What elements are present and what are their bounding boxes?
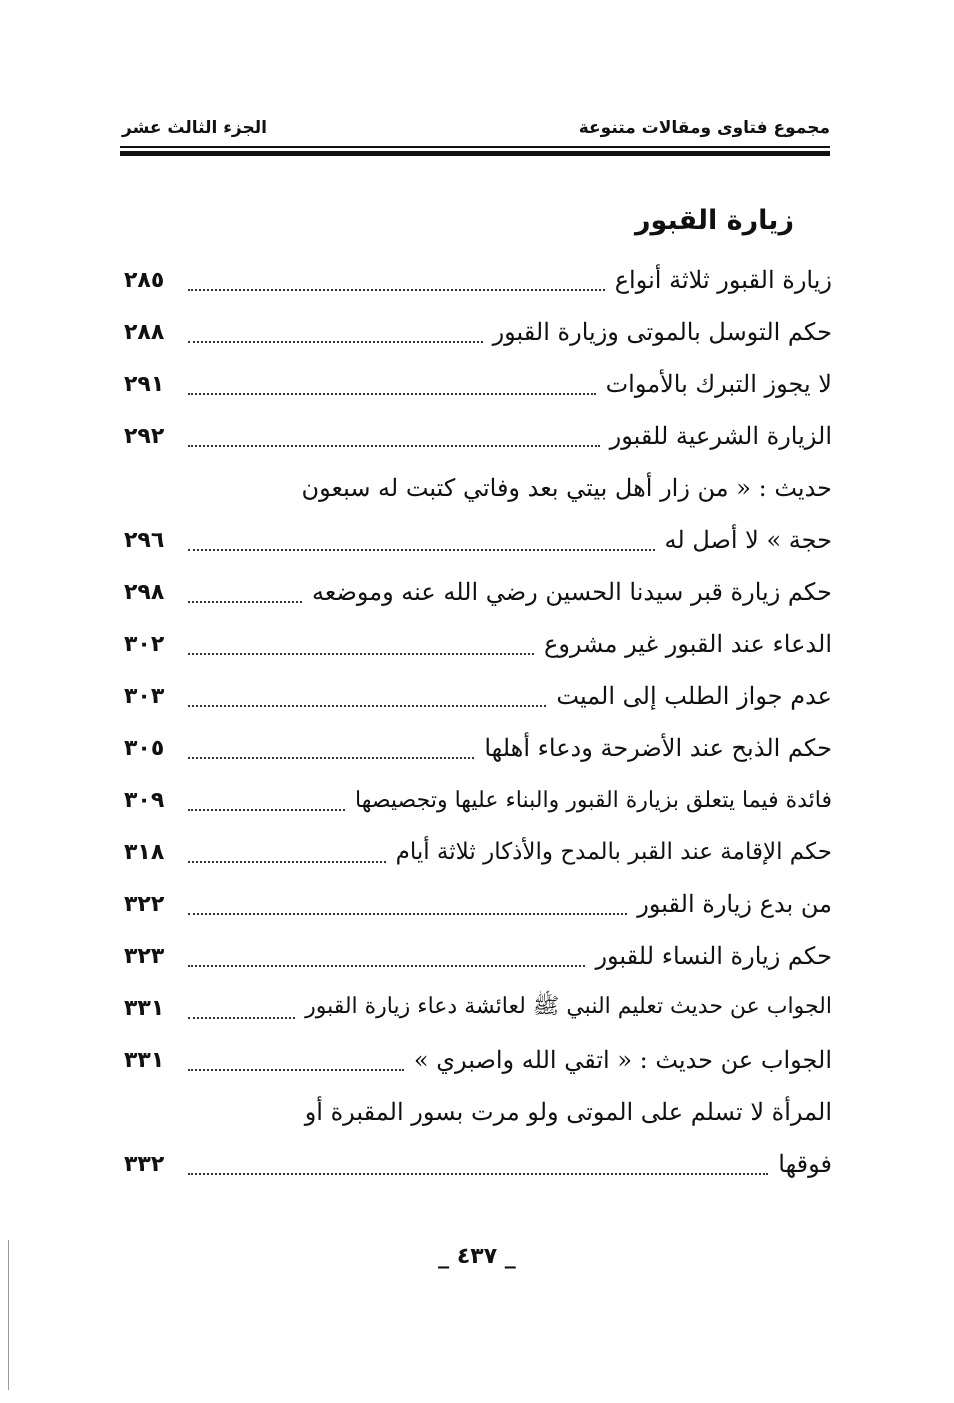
toc-entry-title: الزيارة الشرعية للقبور bbox=[609, 422, 832, 450]
toc-entry-title: زيارة القبور ثلاثة أنواع bbox=[614, 266, 832, 294]
toc-entry bbox=[124, 982, 832, 1034]
toc-entry-page: ٣٠٣ bbox=[124, 683, 165, 709]
header-rule-thick bbox=[120, 151, 830, 156]
toc-entry-page: ٢٨٥ bbox=[124, 267, 165, 293]
leader-dots bbox=[188, 861, 386, 863]
toc-entry bbox=[124, 410, 832, 462]
toc-entry bbox=[124, 566, 832, 618]
header-rule-thin bbox=[120, 146, 830, 148]
toc-entry-page: ٣٠٥ bbox=[124, 735, 165, 761]
toc-entry-title: فائدة فيما يتعلق بزيارة القبور والبناء عليها وتجصيصها bbox=[354, 787, 832, 813]
toc-entry bbox=[124, 878, 832, 930]
toc-entry-page: ٣١٨ bbox=[124, 839, 165, 865]
toc-entry-page: ٢٩١ bbox=[124, 371, 165, 397]
table-of-contents bbox=[124, 254, 832, 1190]
toc-entry bbox=[124, 774, 832, 826]
leader-dots bbox=[188, 965, 585, 967]
toc-entry-page: ٣٢٣ bbox=[124, 943, 165, 969]
toc-entry-title-line2: فوقها bbox=[778, 1150, 832, 1178]
toc-entry-title-line2: حجة » لا أصل له bbox=[664, 526, 832, 554]
toc-entry bbox=[124, 514, 832, 566]
toc-entry-page: ٢٩٢ bbox=[124, 423, 165, 449]
toc-entry bbox=[124, 930, 832, 982]
toc-entry-title: الجواب عن حديث تعليم النبي ﷺ لعائشة دعاء زيارة القبور bbox=[305, 994, 832, 1019]
page-number: _ ٤٣٧ _ bbox=[438, 1244, 516, 1269]
book-title: مجموع فتاوى ومقالات متنوعة bbox=[578, 118, 830, 138]
toc-entry bbox=[124, 826, 832, 878]
leader-dots bbox=[188, 393, 596, 395]
toc-entry-page: ٣٠٩ bbox=[124, 787, 165, 813]
toc-entry bbox=[124, 254, 832, 306]
toc-entry-title: لا يجوز التبرك بالأموات bbox=[605, 370, 832, 398]
section-title: زيارة القبور bbox=[634, 205, 794, 236]
toc-entry-title: حكم الإقامة عند القبر بالمدح والأذكار ثلاثة أيام bbox=[395, 839, 832, 865]
leader-dots bbox=[188, 1017, 295, 1019]
toc-entry-title-line1: المرأة لا تسلم على الموتى ولو مرت بسور المقبرة أو bbox=[304, 1098, 832, 1126]
toc-entry bbox=[124, 618, 832, 670]
toc-entry-page: ٣٣١ bbox=[124, 1047, 165, 1073]
page-footer bbox=[0, 1244, 954, 1269]
toc-entry bbox=[124, 670, 832, 722]
toc-entry-title-line1: حديث : « من زار أهل بيتي بعد وفاتي كتبت له سبعون bbox=[301, 474, 832, 502]
toc-entry-title: عدم جواز الطلب إلى الميت bbox=[556, 682, 832, 710]
toc-entry-page: ٢٨٨ bbox=[124, 319, 165, 345]
leader-dots bbox=[188, 757, 474, 759]
leader-dots bbox=[188, 705, 546, 707]
toc-entry-title: الدعاء عند القبور غير مشروع bbox=[544, 630, 832, 658]
scan-margin-mark bbox=[8, 1240, 11, 1390]
toc-entry-title: الجواب عن حديث : « اتقي الله واصبري » bbox=[413, 1046, 832, 1074]
toc-entry-title: حكم التوسل بالموتى وزيارة القبور bbox=[492, 318, 832, 346]
toc-entry-page: ٣٣٢ bbox=[124, 1151, 165, 1177]
running-header bbox=[122, 114, 830, 144]
leader-dots bbox=[188, 445, 600, 447]
toc-entry bbox=[124, 1138, 832, 1190]
toc-entry-page: ٣٢٢ bbox=[124, 891, 165, 917]
toc-entry-page: ٣٣١ bbox=[124, 995, 165, 1021]
part-label: الجزء الثالث عشر bbox=[122, 118, 267, 138]
toc-entry bbox=[124, 306, 832, 358]
toc-entry-title: حكم الذبح عند الأضرحة ودعاء أهلها bbox=[484, 734, 832, 762]
leader-dots bbox=[188, 341, 483, 343]
toc-entry bbox=[124, 1034, 832, 1086]
toc-entry-line1 bbox=[124, 462, 832, 514]
leader-dots bbox=[188, 913, 627, 915]
toc-entry-page: ٣٠٢ bbox=[124, 631, 165, 657]
leader-dots bbox=[188, 1069, 404, 1071]
toc-entry bbox=[124, 358, 832, 410]
leader-dots bbox=[188, 601, 302, 603]
toc-entry-page: ٢٩٨ bbox=[124, 579, 165, 605]
toc-entry bbox=[124, 722, 832, 774]
toc-entry-line1 bbox=[124, 1086, 832, 1138]
leader-dots bbox=[188, 289, 605, 291]
toc-entry-page: ٢٩٦ bbox=[124, 527, 165, 553]
toc-entry-title: من بدع زيارة القبور bbox=[637, 890, 832, 918]
leader-dots bbox=[188, 653, 534, 655]
leader-dots bbox=[188, 809, 345, 811]
toc-entry-title: حكم زيارة النساء للقبور bbox=[595, 942, 832, 970]
leader-dots bbox=[188, 549, 655, 551]
leader-dots bbox=[188, 1173, 768, 1175]
toc-entry-title: حكم زيارة قبر سيدنا الحسين رضي الله عنه وموضعه bbox=[312, 578, 832, 606]
